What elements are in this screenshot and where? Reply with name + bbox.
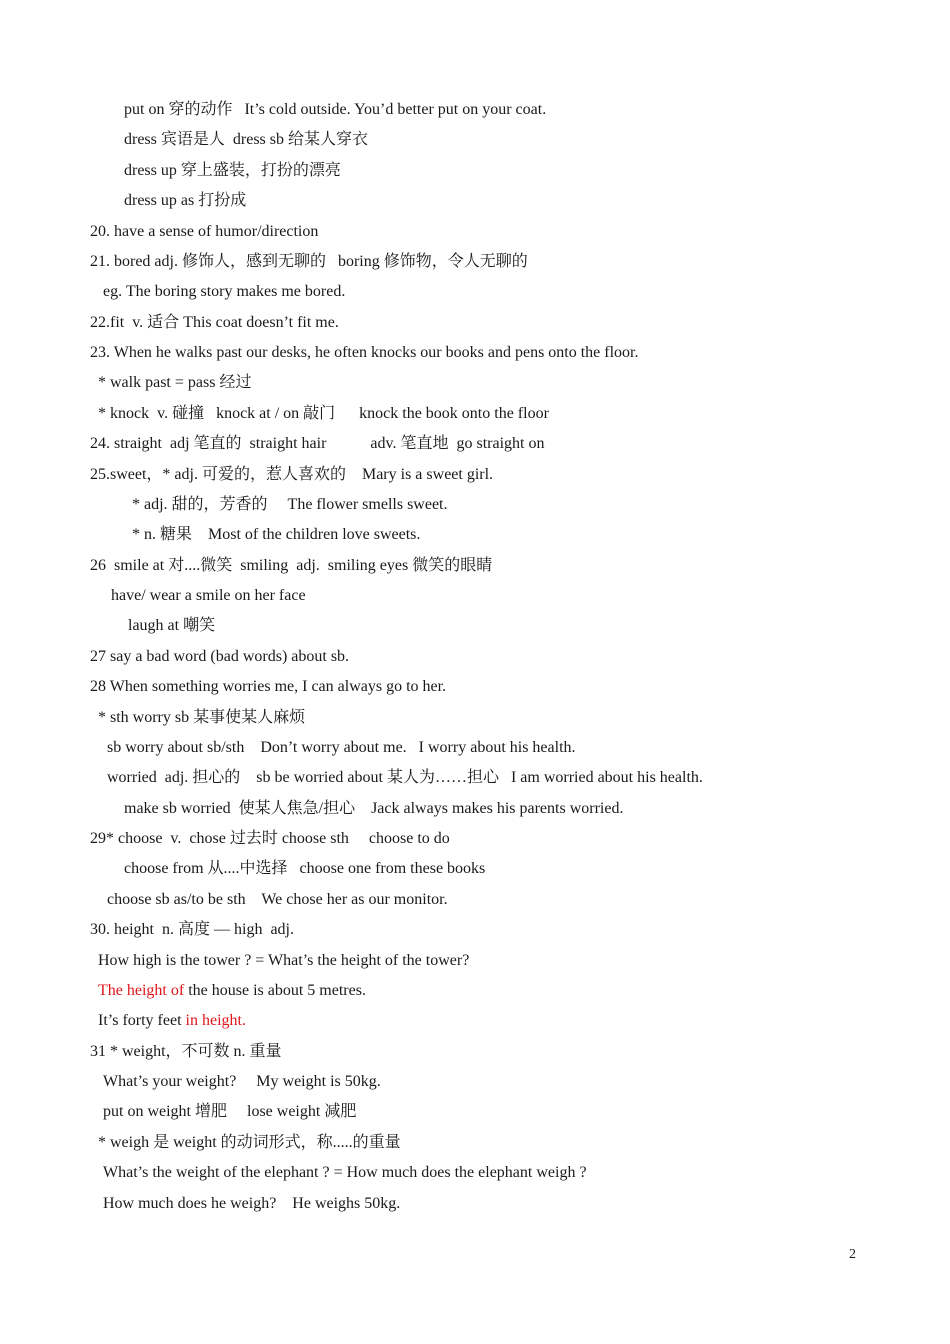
note-text: * walk past = pass 经过 <box>98 374 252 392</box>
note-text: 25.sweet，* adj. 可爱的，惹人喜欢的 Mary is a sweet girl. <box>90 465 494 483</box>
note-text: sb worry about sb/sth Don’t worry about me. I worry about his health. <box>107 738 576 756</box>
note-line <box>90 429 910 459</box>
note-line <box>90 156 910 186</box>
note-line <box>90 1097 910 1127</box>
note-text: worried adj. 担心的 sb be worried about 某人为……担心 I am worried about his health. <box>107 769 703 787</box>
note-text: dress 宾语是人 dress sb 给某人穿衣 <box>124 131 368 149</box>
note-text: 24. straight adj 笔直的 straight hair adv. 笔直地 go straight on <box>90 435 545 453</box>
note-text: 23. When he walks past our desks, he often knocks our books and pens onto the floor. <box>90 344 639 361</box>
page-number: 2 <box>849 1247 856 1262</box>
note-line <box>90 824 910 854</box>
note-text: laugh at 嘲笑 <box>128 617 216 635</box>
note-text: eg. The boring story makes me bored. <box>103 283 346 301</box>
note-text: How high is the tower ? = What’s the height of the tower? <box>98 951 470 969</box>
note-line <box>90 217 910 247</box>
note-line <box>90 368 910 398</box>
note-line <box>90 854 910 884</box>
note-text: * n. 糖果 Most of the children love sweets. <box>132 526 421 544</box>
note-text: 21. bored adj. 修饰人，感到无聊的 boring 修饰物，令人无聊的 <box>90 252 528 270</box>
note-text: put on weight 增肥 lose weight 减肥 <box>103 1103 357 1121</box>
note-text: dress up 穿上盛装，打扮的漂亮 <box>124 161 341 179</box>
note-line <box>90 551 910 581</box>
note-text: * sth worry sb 某事使某人麻烦 <box>98 708 306 726</box>
note-line <box>90 1006 910 1036</box>
note-text: choose from 从....中选择 choose one from these books <box>124 860 486 878</box>
note-text: 27 say a bad word (bad words) about sb. <box>90 647 350 665</box>
note-line <box>90 733 910 763</box>
highlighted-phrase: The height of <box>98 981 185 999</box>
note-line <box>90 642 910 672</box>
note-line <box>90 399 910 429</box>
note-text: have/ wear a smile on her face <box>111 587 306 604</box>
note-text: 28 When something worries me, I can always go to her. <box>90 678 447 696</box>
note-text: the house is about 5 metres. <box>184 981 366 999</box>
note-line <box>90 976 910 1006</box>
note-text: 26 smile at 对....微笑 smiling adj. smiling eyes 微笑的眼睛 <box>90 556 493 574</box>
note-text: dress up as 打扮成 <box>124 192 247 210</box>
note-line <box>90 1067 910 1097</box>
note-line <box>90 703 910 733</box>
highlighted-phrase: in height. <box>185 1012 246 1030</box>
note-line <box>90 885 910 915</box>
note-line <box>90 247 910 277</box>
note-line <box>90 672 910 702</box>
note-text: It’s forty feet <box>98 1012 186 1030</box>
note-line <box>90 946 910 976</box>
note-text: * knock v. 碰撞 knock at / on 敲门 knock the book onto the floor <box>98 404 549 422</box>
note-text: make sb worried 使某人焦急/担心 Jack always makes his parents worried. <box>124 799 624 817</box>
note-text: * adj. 甜的，芳香的 The flower smells sweet. <box>132 495 448 513</box>
note-line <box>90 186 910 216</box>
note-line <box>90 520 910 550</box>
note-line <box>90 460 910 490</box>
note-line <box>90 1158 910 1188</box>
note-line <box>90 490 910 520</box>
note-line <box>90 915 910 945</box>
note-text: choose sb as/to be sth We chose her as our monitor. <box>107 890 448 908</box>
note-line <box>90 581 910 611</box>
note-text: 30. height n. 高度 — high adj. <box>90 921 294 939</box>
note-line <box>90 611 910 641</box>
note-text: 22.fit v. 适合 This coat doesn’t fit me. <box>90 313 339 331</box>
note-line <box>90 338 910 368</box>
note-text: What’s the weight of the elephant ? = How much does the elephant weigh ? <box>103 1164 587 1182</box>
note-line <box>90 308 910 338</box>
note-line <box>90 1037 910 1067</box>
note-text: * weigh 是 weight 的动词形式，称.....的重量 <box>98 1133 401 1151</box>
note-text: 20. have a sense of humor/direction <box>90 222 319 240</box>
note-text: put on 穿的动作 It’s cold outside. You’d better put on your coat. <box>124 101 547 118</box>
note-line <box>90 125 910 155</box>
note-line <box>90 1189 910 1219</box>
note-line <box>90 794 910 824</box>
note-line <box>90 1128 910 1158</box>
note-text: 31 * weight，不可数 n. 重量 <box>90 1042 282 1060</box>
note-line <box>90 763 910 793</box>
note-line <box>90 95 910 125</box>
note-text: What’s your weight? My weight is 50kg. <box>103 1073 381 1090</box>
note-text: 29* choose v. chose 过去时 choose sth choose to do <box>90 830 450 847</box>
vocabulary-notes <box>90 95 910 1219</box>
note-line <box>90 277 910 307</box>
note-text: How much does he weigh? He weighs 50kg. <box>103 1194 401 1212</box>
